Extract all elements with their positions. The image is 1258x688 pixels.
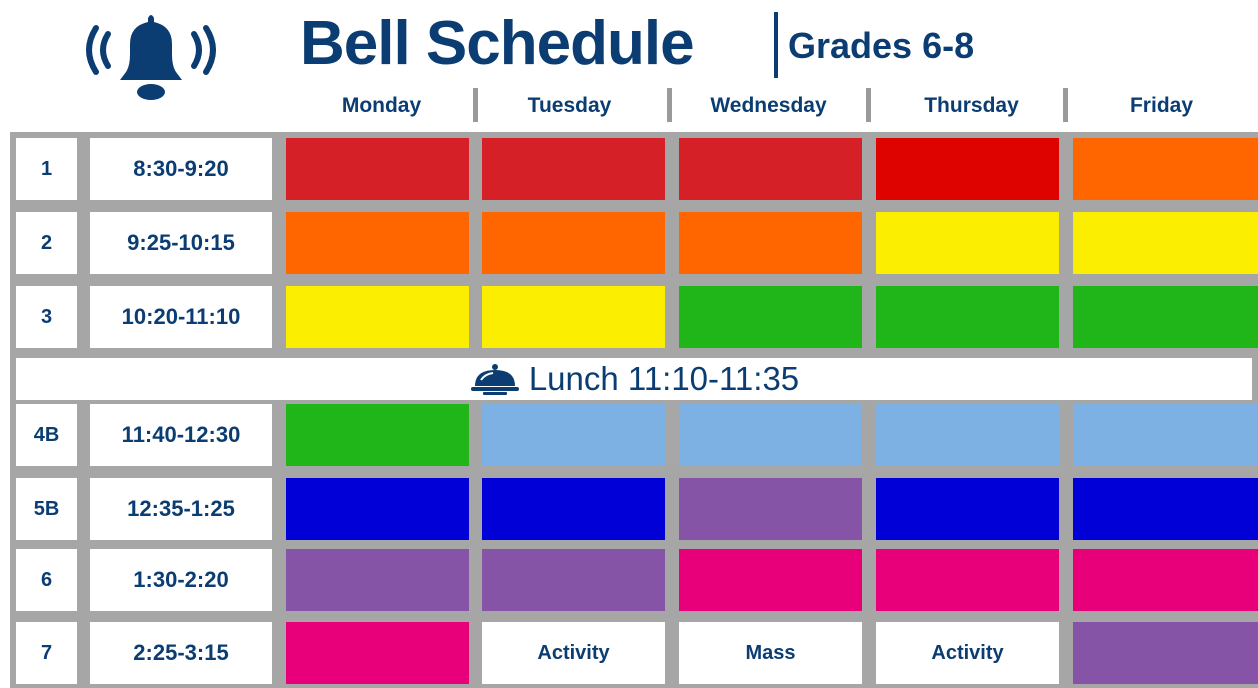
title-divider (774, 12, 778, 78)
page-title: Bell Schedule (300, 9, 694, 78)
schedule-cell (286, 549, 469, 611)
period-time: 2:25-3:15 (90, 622, 272, 684)
day-divider (866, 88, 871, 122)
schedule-cell (286, 622, 469, 684)
period-label: 7 (16, 622, 77, 684)
period-label: 3 (16, 286, 77, 348)
schedule-cell (876, 549, 1059, 611)
day-header-thursday: Thursday (924, 94, 1019, 117)
lunch-row (16, 358, 1252, 400)
schedule-cell (876, 138, 1059, 200)
schedule-cell (679, 286, 862, 348)
schedule-cell (482, 404, 665, 466)
schedule-cell (1073, 478, 1258, 540)
schedule-cell (482, 549, 665, 611)
lunch-label: Lunch 11:10-11:35 (528, 360, 800, 397)
period-time: 10:20-11:10 (90, 286, 272, 348)
schedule-cell (876, 404, 1059, 466)
period-time: 9:25-10:15 (90, 212, 272, 274)
schedule-cell (286, 404, 469, 466)
schedule-cell-label: Activity (876, 622, 1059, 684)
schedule-cell (1073, 622, 1258, 684)
schedule-cell-label: Activity (482, 622, 665, 684)
period-label: 2 (16, 212, 77, 274)
period-label: 6 (16, 549, 77, 611)
schedule-cell (679, 212, 862, 274)
schedule-cell (1073, 212, 1258, 274)
header (0, 0, 1258, 90)
day-header-monday: Monday (341, 94, 422, 117)
period-time: 12:35-1:25 (90, 478, 272, 540)
schedule-grid (10, 132, 1258, 688)
schedule-cell (482, 212, 665, 274)
schedule-cell (876, 286, 1059, 348)
page-subtitle: Grades 6-8 (788, 25, 975, 66)
day-header-row (0, 88, 1258, 128)
day-header-friday: Friday (1129, 94, 1194, 117)
period-time: 1:30-2:20 (90, 549, 272, 611)
schedule-cell (679, 549, 862, 611)
day-header-wednesday: Wednesday (710, 94, 827, 117)
schedule-cell (482, 286, 665, 348)
schedule-cell (482, 478, 665, 540)
period-time: 8:30-9:20 (90, 138, 272, 200)
period-label: 1 (16, 138, 77, 200)
schedule-cell (286, 286, 469, 348)
day-header-tuesday: Tuesday (527, 94, 612, 117)
schedule-cell (286, 212, 469, 274)
schedule-cell (482, 138, 665, 200)
period-label: 4B (16, 404, 77, 466)
period-time: 11:40-12:30 (90, 404, 272, 466)
day-divider (667, 88, 672, 122)
day-divider (1063, 88, 1068, 122)
schedule-cell (679, 138, 862, 200)
schedule-cell-label: Mass (679, 622, 862, 684)
food-cloche-icon (469, 362, 521, 396)
schedule-cell (1073, 549, 1258, 611)
schedule-cell (286, 478, 469, 540)
schedule-cell (286, 138, 469, 200)
schedule-cell (679, 478, 862, 540)
schedule-cell (1073, 138, 1258, 200)
schedule-cell (1073, 286, 1258, 348)
schedule-cell (876, 212, 1059, 274)
schedule-cell (679, 404, 862, 466)
period-label: 5B (16, 478, 77, 540)
schedule-cell (876, 478, 1059, 540)
schedule-cell (1073, 404, 1258, 466)
